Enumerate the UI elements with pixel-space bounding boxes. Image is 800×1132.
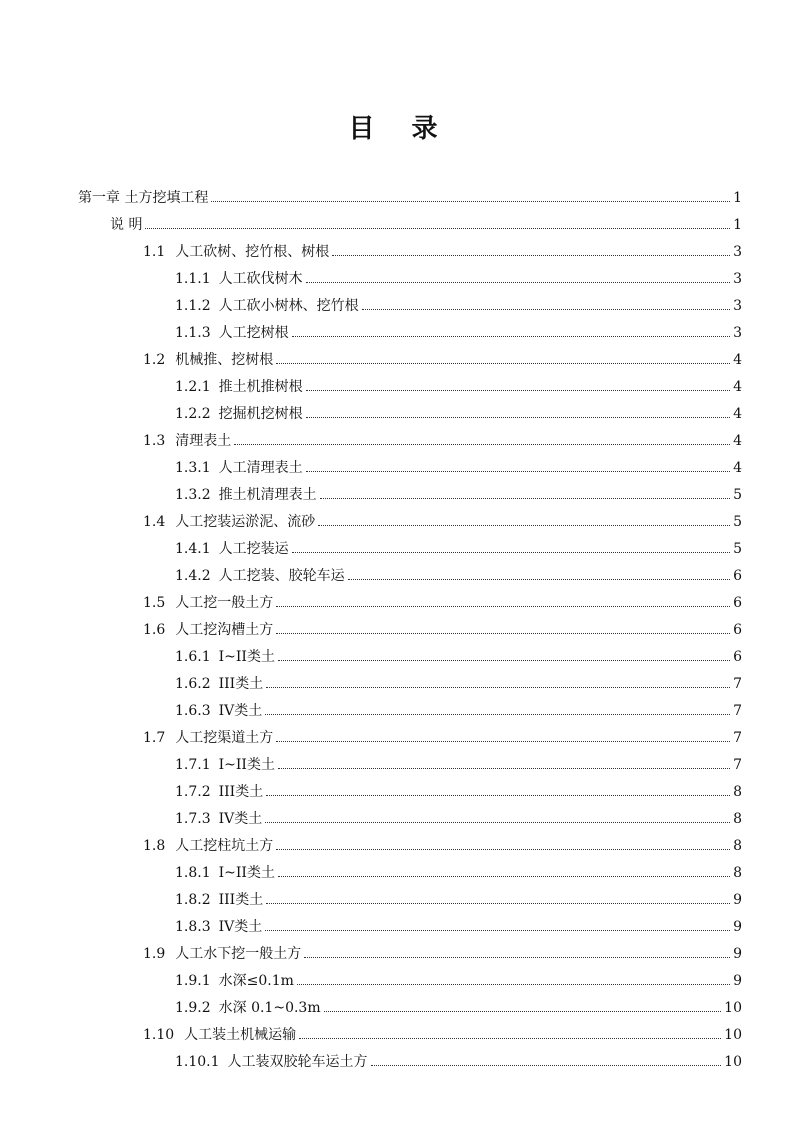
toc-entry-title: 第一章 土方挖填工程 — [78, 189, 209, 206]
toc-entry-line — [175, 1053, 800, 1071]
toc-leader-dots — [211, 200, 730, 202]
toc-entry-line — [175, 459, 800, 477]
toc-entry-title: 人工挖装、胶轮车运 — [218, 567, 345, 584]
toc-entry[interactable] — [0, 940, 800, 967]
toc-entry[interactable] — [0, 265, 800, 292]
toc-entry[interactable] — [0, 373, 800, 400]
toc-entry-line — [175, 972, 800, 990]
toc-entry-line — [175, 918, 800, 936]
toc-entry-title: 人工砍伐树木 — [218, 270, 303, 287]
toc-entry-title: I~II类土 — [218, 756, 275, 773]
toc-entry-number: 1.4 — [143, 513, 166, 530]
toc-entry[interactable] — [0, 805, 800, 832]
toc-leader-dots — [299, 1037, 721, 1039]
toc-entry[interactable] — [0, 859, 800, 886]
toc-entry-number: 1.1.1 — [175, 270, 211, 287]
toc-entry-title: 水深≤0.1m — [218, 972, 294, 989]
toc-entry-line — [143, 513, 800, 531]
toc-leader-dots — [297, 983, 730, 985]
toc-entry-line — [175, 270, 800, 288]
toc-entry[interactable] — [0, 400, 800, 427]
toc-page-number: 4 — [733, 405, 742, 422]
toc-entry[interactable] — [0, 481, 800, 508]
toc-entry[interactable] — [0, 751, 800, 778]
toc-entry-number: 1.8 — [143, 837, 166, 854]
toc-entry-title: 推土机清理表土 — [218, 486, 317, 503]
toc-entry-line — [78, 189, 800, 207]
toc-entry-line — [175, 891, 800, 909]
toc-leader-dots — [306, 281, 730, 283]
toc-page-number: 7 — [733, 729, 742, 746]
toc-entry-title: 人工装土机械运输 — [184, 1026, 297, 1043]
toc-entry-number: 1.5 — [143, 594, 166, 611]
toc-entry-title: III类土 — [218, 675, 264, 692]
toc-page-number: 9 — [733, 972, 742, 989]
toc-entry-line — [143, 729, 800, 747]
toc-entry-number: 1.6.3 — [175, 702, 211, 719]
toc-leader-dots — [292, 551, 730, 553]
toc-entry-line — [110, 216, 800, 234]
toc-entry[interactable] — [0, 508, 800, 535]
toc-entry-line — [175, 324, 800, 342]
toc-leader-dots — [266, 902, 730, 904]
toc-page-number: 6 — [733, 567, 742, 584]
toc-entry-number: 1.7.2 — [175, 783, 211, 800]
toc-entry-title: 人工挖装运淤泥、流砂 — [175, 513, 316, 530]
toc-entry-title: I~II类土 — [218, 864, 275, 881]
table-of-contents — [0, 184, 800, 1075]
toc-entry-line — [143, 837, 800, 855]
toc-entry-title: 人工挖一般土方 — [175, 594, 274, 611]
toc-leader-dots — [371, 1064, 722, 1066]
toc-entry-title: IV类土 — [218, 918, 263, 935]
toc-leader-dots — [348, 578, 730, 580]
toc-entry-title: 人工水下挖一般土方 — [175, 945, 302, 962]
toc-page-number: 7 — [733, 675, 742, 692]
toc-entry[interactable] — [0, 184, 800, 211]
toc-entry-number: 1.8.2 — [175, 891, 211, 908]
toc-entry-line — [175, 756, 800, 774]
toc-entry-number: 1.9.2 — [175, 999, 211, 1016]
toc-entry-title: 人工砍小树林、挖竹根 — [218, 297, 359, 314]
toc-entry-line — [175, 702, 800, 720]
toc-entry-title: 人工砍树、挖竹根、树根 — [175, 243, 330, 260]
toc-entry-line — [175, 864, 800, 882]
toc-entry[interactable] — [0, 724, 800, 751]
toc-page-number: 3 — [733, 297, 742, 314]
toc-entry-title: 推土机推树根 — [218, 378, 303, 395]
toc-entry[interactable] — [0, 1048, 800, 1075]
toc-page-number: 3 — [733, 324, 742, 341]
toc-leader-dots — [276, 632, 730, 634]
toc-entry-line — [175, 675, 800, 693]
toc-entry-title: 机械推、挖树根 — [175, 351, 274, 368]
toc-entry-title: 挖掘机挖树根 — [218, 405, 303, 422]
toc-leader-dots — [265, 821, 730, 823]
toc-entry-line — [175, 540, 800, 558]
toc-entry-number: 1.7.1 — [175, 756, 211, 773]
toc-page-number: 10 — [724, 1053, 742, 1070]
toc-page-number: 1 — [733, 189, 742, 206]
toc-page-number: 4 — [733, 378, 742, 395]
toc-entry-line — [175, 648, 800, 666]
toc-leader-dots — [318, 524, 730, 526]
toc-entry-line — [175, 405, 800, 423]
toc-leader-dots — [276, 740, 730, 742]
toc-page-number: 8 — [733, 783, 742, 800]
toc-entry-title: 人工挖渠道土方 — [175, 729, 274, 746]
toc-leader-dots — [266, 686, 730, 688]
toc-entry-number: 1.10.1 — [175, 1053, 220, 1070]
toc-page-number: 8 — [733, 810, 742, 827]
toc-entry-number: 1.2.1 — [175, 378, 211, 395]
toc-entry-number: 1.2.2 — [175, 405, 211, 422]
toc-entry-number: 1.2 — [143, 351, 166, 368]
toc-leader-dots — [292, 335, 730, 337]
toc-page-number: 5 — [733, 486, 742, 503]
toc-entry-title: 人工装双胶轮车运土方 — [227, 1053, 368, 1070]
toc-entry-line — [143, 945, 800, 963]
toc-page-number: 3 — [733, 243, 742, 260]
toc-leader-dots — [306, 389, 730, 391]
toc-entry-title: 人工清理表土 — [218, 459, 303, 476]
toc-page-number: 9 — [733, 945, 742, 962]
toc-entry[interactable] — [0, 535, 800, 562]
toc-leader-dots — [320, 497, 730, 499]
toc-entry-title: 说 明 — [110, 216, 143, 233]
toc-entry-number: 1.8.1 — [175, 864, 211, 881]
toc-entry-number: 1.3.2 — [175, 486, 211, 503]
toc-entry[interactable] — [0, 994, 800, 1021]
toc-entry[interactable] — [0, 427, 800, 454]
toc-entry-title: 人工挖树根 — [218, 324, 289, 341]
toc-entry-number: 1.4.2 — [175, 567, 211, 584]
toc-entry[interactable] — [0, 778, 800, 805]
toc-entry-number: 1.4.1 — [175, 540, 211, 557]
toc-page-number: 5 — [733, 513, 742, 530]
toc-entry[interactable] — [0, 697, 800, 724]
toc-leader-dots — [145, 227, 730, 229]
toc-page-number: 5 — [733, 540, 742, 557]
toc-page-number: 10 — [724, 1026, 742, 1043]
toc-entry-line — [143, 621, 800, 639]
toc-entry-number: 1.1.3 — [175, 324, 211, 341]
toc-page-number: 6 — [733, 621, 742, 638]
toc-entry[interactable] — [0, 589, 800, 616]
toc-leader-dots — [306, 470, 730, 472]
toc-page-number: 9 — [733, 918, 742, 935]
toc-entry[interactable] — [0, 1021, 800, 1048]
toc-entry-line — [175, 486, 800, 504]
toc-entry-number: 1.6.1 — [175, 648, 211, 665]
toc-entry-number: 1.10 — [143, 1026, 175, 1043]
toc-entry-number: 1.6 — [143, 621, 166, 638]
toc-page-number: 7 — [733, 702, 742, 719]
toc-leader-dots — [306, 416, 730, 418]
toc-entry-number: 1.6.2 — [175, 675, 211, 692]
toc-page-number: 6 — [733, 594, 742, 611]
toc-entry-line — [175, 297, 800, 315]
toc-entry-title: III类土 — [218, 783, 264, 800]
toc-page-number: 4 — [733, 351, 742, 368]
toc-entry-line — [175, 810, 800, 828]
toc-entry-number: 1.7 — [143, 729, 166, 746]
toc-leader-dots — [265, 713, 730, 715]
toc-leader-dots — [278, 767, 730, 769]
toc-entry-number: 1.1.2 — [175, 297, 211, 314]
toc-leader-dots — [278, 875, 730, 877]
toc-entry[interactable] — [0, 643, 800, 670]
toc-page-number: 10 — [724, 999, 742, 1016]
toc-page-number: 4 — [733, 432, 742, 449]
toc-entry-line — [175, 783, 800, 801]
toc-page-number: 8 — [733, 864, 742, 881]
toc-leader-dots — [266, 794, 730, 796]
toc-entry-title: IV类土 — [218, 702, 263, 719]
toc-entry-number: 1.8.3 — [175, 918, 211, 935]
toc-entry-title: 人工挖柱坑土方 — [175, 837, 274, 854]
toc-entry-title: 清理表土 — [175, 432, 232, 449]
toc-entry[interactable] — [0, 211, 800, 238]
toc-entry-number: 1.3.1 — [175, 459, 211, 476]
toc-entry-number: 1.3 — [143, 432, 166, 449]
toc-entry-number: 1.9.1 — [175, 972, 211, 989]
toc-entry-line — [143, 351, 800, 369]
toc-entry-line — [175, 999, 800, 1017]
toc-leader-dots — [234, 443, 730, 445]
toc-entry-title: 人工挖装运 — [218, 540, 289, 557]
toc-entry[interactable] — [0, 292, 800, 319]
toc-entry[interactable] — [0, 670, 800, 697]
toc-leader-dots — [276, 848, 730, 850]
toc-entry[interactable] — [0, 913, 800, 940]
toc-entry[interactable] — [0, 319, 800, 346]
toc-page-number: 7 — [733, 756, 742, 773]
toc-entry-title: IV类土 — [218, 810, 263, 827]
toc-leader-dots — [276, 362, 730, 364]
toc-entry-line — [143, 243, 800, 261]
page-title: 目 录 — [348, 114, 452, 144]
toc-page-number: 3 — [733, 270, 742, 287]
toc-entry[interactable] — [0, 616, 800, 643]
toc-entry-title: I~II类土 — [218, 648, 275, 665]
toc-entry-number: 1.1 — [143, 243, 166, 260]
toc-page-number: 1 — [733, 216, 742, 233]
toc-entry-number: 1.9 — [143, 945, 166, 962]
toc-leader-dots — [265, 929, 730, 931]
toc-page-number: 6 — [733, 648, 742, 665]
toc-entry-title: 水深 0.1~0.3m — [218, 999, 321, 1016]
toc-entry[interactable] — [0, 967, 800, 994]
toc-entry[interactable] — [0, 238, 800, 265]
toc-leader-dots — [332, 254, 730, 256]
toc-leader-dots — [276, 605, 730, 607]
toc-page-number: 4 — [733, 459, 742, 476]
toc-entry[interactable] — [0, 886, 800, 913]
toc-entry-line — [175, 378, 800, 396]
toc-entry-line — [143, 1026, 800, 1044]
toc-entry-title: III类土 — [218, 891, 264, 908]
toc-entry[interactable] — [0, 454, 800, 481]
toc-leader-dots — [278, 659, 730, 661]
toc-entry[interactable] — [0, 346, 800, 373]
toc-leader-dots — [304, 956, 730, 958]
toc-leader-dots — [362, 308, 730, 310]
toc-page-number: 9 — [733, 891, 742, 908]
toc-entry-line — [175, 567, 800, 585]
toc-entry-title: 人工挖沟槽土方 — [175, 621, 274, 638]
toc-entry-number: 1.7.3 — [175, 810, 211, 827]
toc-entry-line — [143, 432, 800, 450]
toc-leader-dots — [324, 1010, 722, 1012]
toc-entry[interactable] — [0, 832, 800, 859]
toc-entry[interactable] — [0, 562, 800, 589]
toc-page-number: 8 — [733, 837, 742, 854]
toc-entry-line — [143, 594, 800, 612]
